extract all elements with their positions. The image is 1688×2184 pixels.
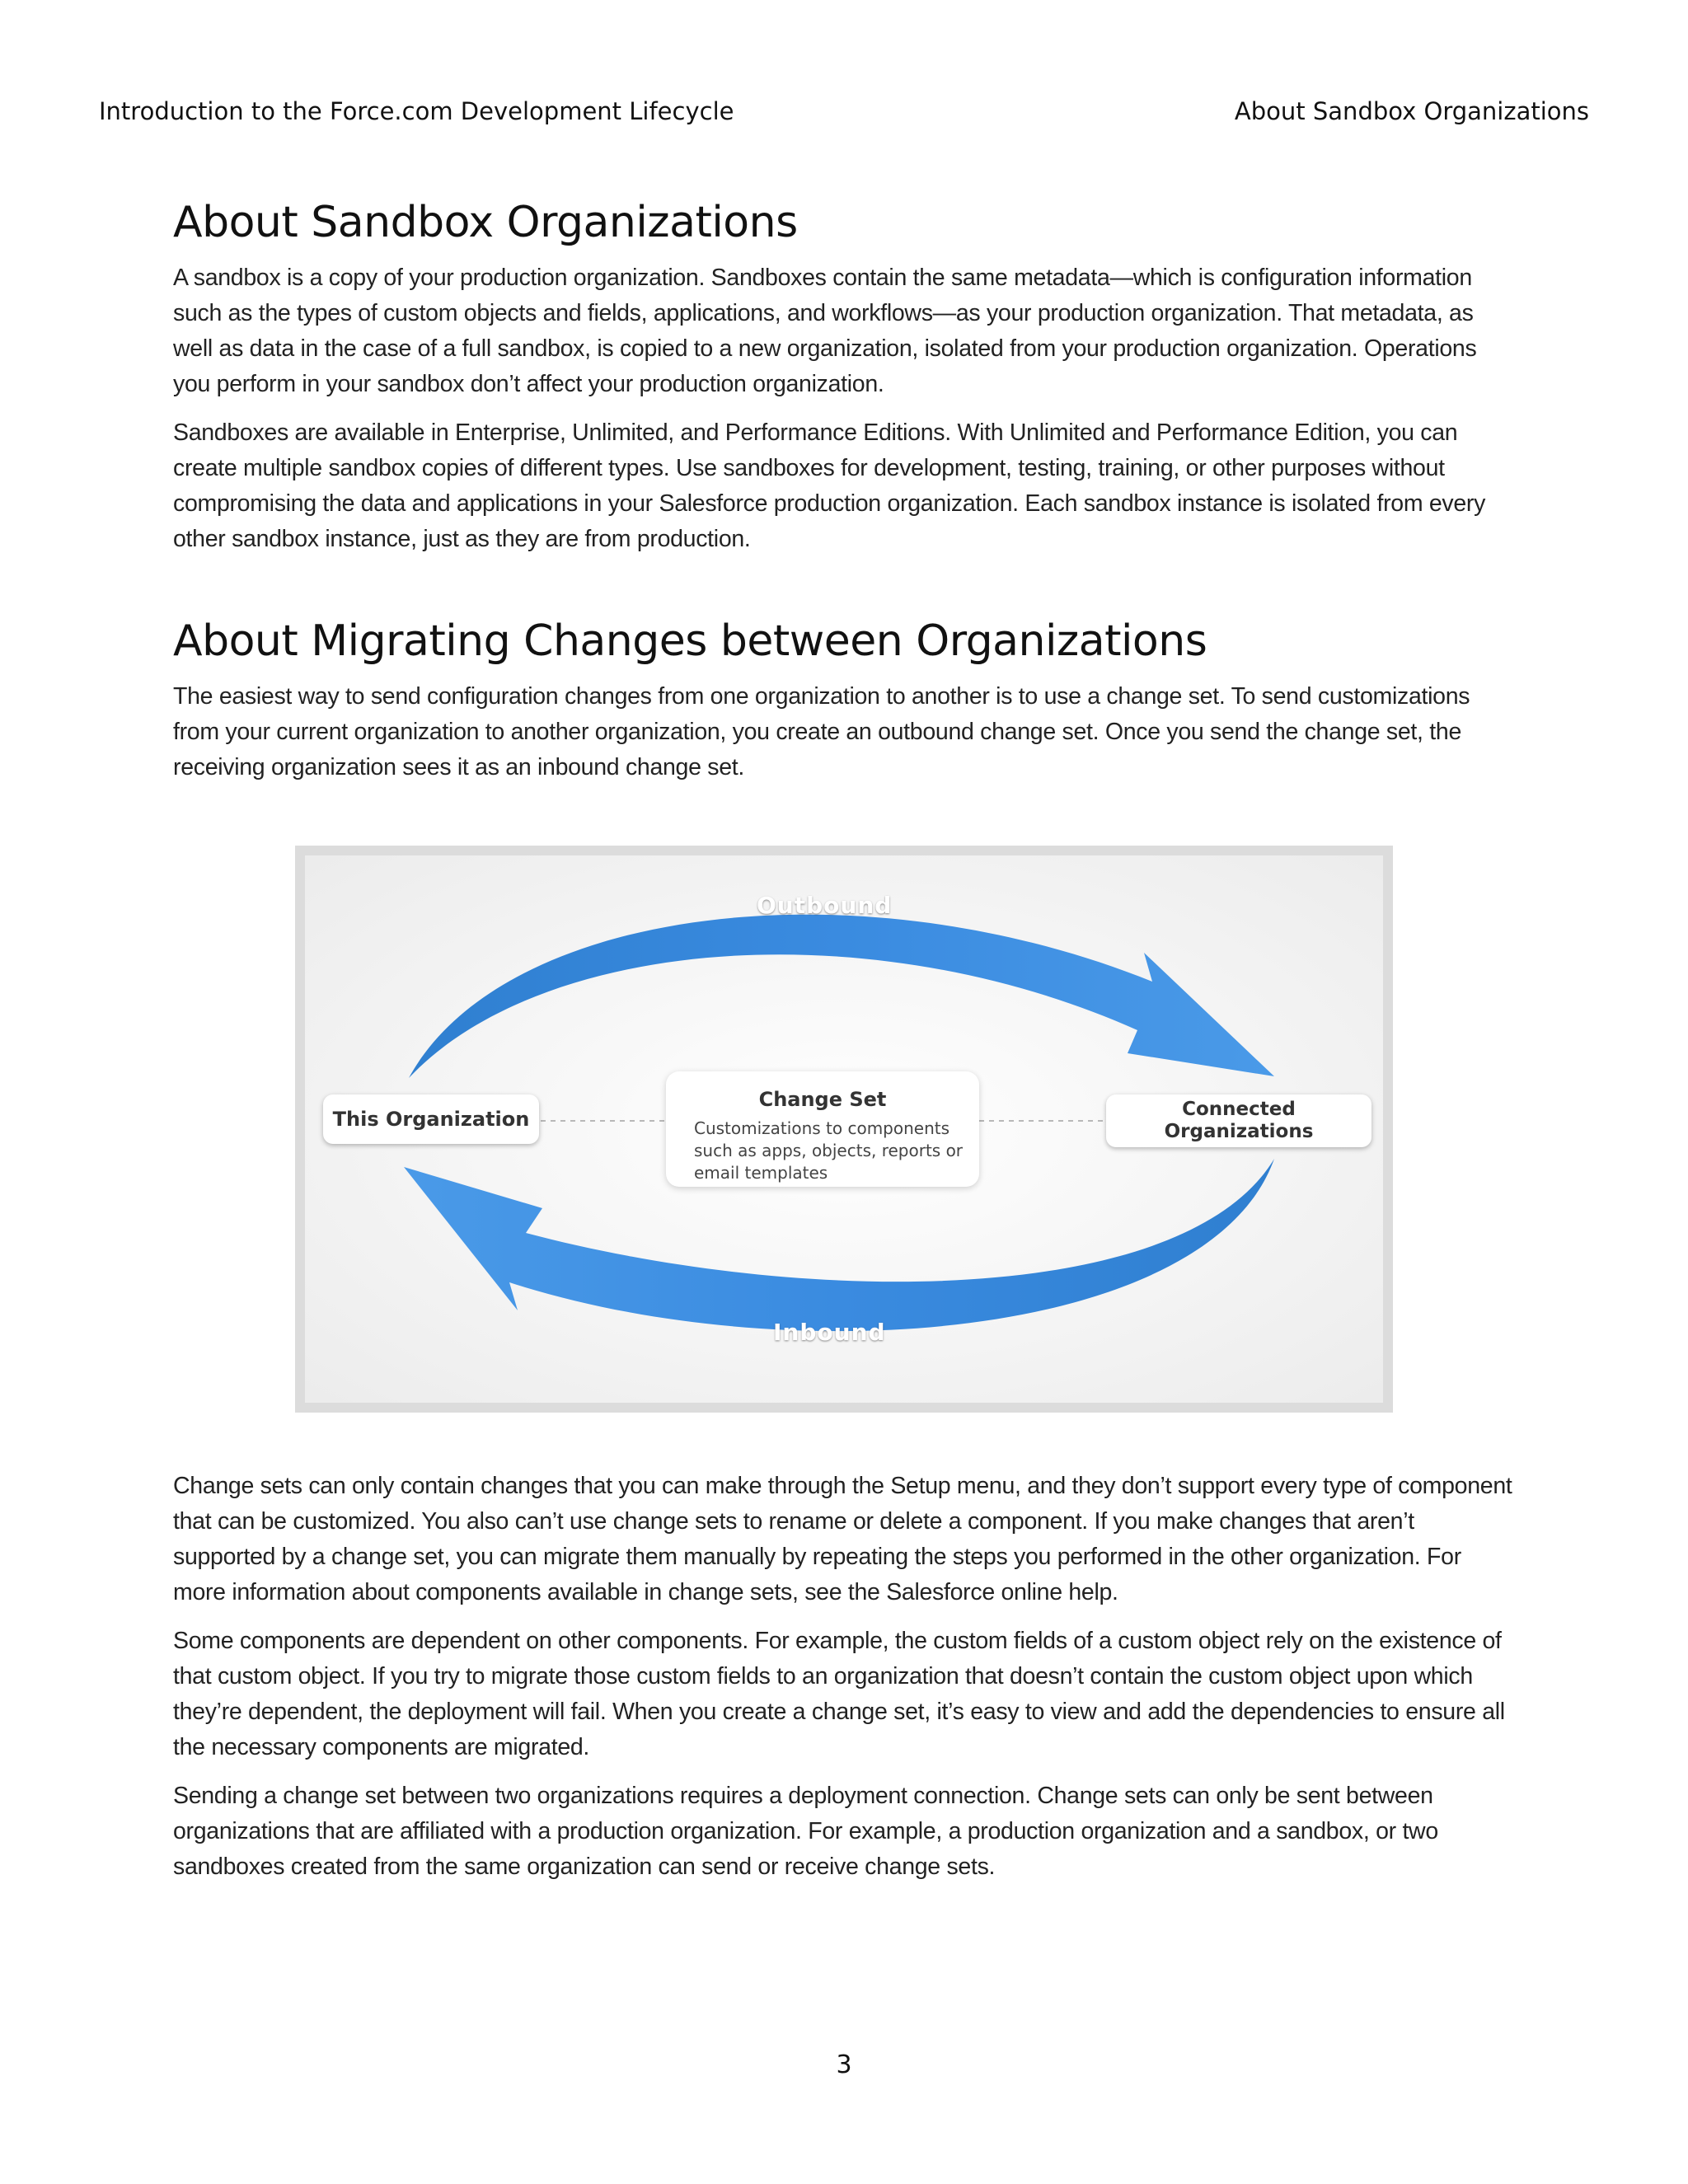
paragraph: Some components are dependent on other components. For example, the custom fields of a custom object rely on the existence of that custom object. If you try to migrate those custom fields to an organization that doesn’t contain the custom object upon which they’re dependent, the deployment will fail. When you create a change set, it’s easy to view and add the dependencies to ensure all the necessary components are migrated.	[173, 1628, 1505, 1760]
change-set-description: Customizations to components such as apps, objects, reports or email templates	[694, 1118, 964, 1183]
section-migrating-changes	[173, 616, 1517, 785]
section-heading: About Migrating Changes between Organizations	[173, 616, 1207, 666]
change-set-diagram	[295, 846, 1393, 1413]
section-heading: About Sandbox Organizations	[173, 198, 798, 247]
this-organization-label: This Organization	[332, 1108, 530, 1131]
this-organization-box	[323, 1094, 539, 1144]
header-section-title: About Sandbox Organizations	[1234, 97, 1589, 125]
change-set-title: Change Set	[758, 1088, 887, 1111]
paragraph: The easiest way to send configuration changes from one organization to another is to use a change set. To send customizations from your current organization to another organization, you create an outbound change set. Once you send the change set, the receiving organization sees it as an inbound change set.	[173, 683, 1470, 780]
paragraph: A sandbox is a copy of your production organization. Sandboxes contain the same metadata—which is configuration information such as the types of custom objects and fields, applications, and workflows—as your production organization. That metadata, as well as data in the case of a full sandbox, is copied to a new organization, isolated from your production organization. Operations you perform in your sandbox don’t affect your production organization.	[173, 265, 1477, 397]
section-sandbox-organizations	[173, 198, 1517, 557]
outbound-label: Outbound	[757, 892, 893, 919]
paragraph: Sandboxes are available in Enterprise, Unlimited, and Performance Editions. With Unlimited and Performance Edition, you can create multiple sandbox copies of different types. Use sandboxes for development, testing, training, or other purposes without compromising the data and applications in your Salesforce production organization. Each sandbox instance is isolated from every other sandbox instance, just as they are from production.	[173, 419, 1486, 552]
connected-label-line1: Connected	[1182, 1099, 1296, 1120]
connected-organizations-box	[1106, 1094, 1372, 1147]
paragraph: Sending a change set between two organizations requires a deployment connection. Change sets can only be sent between organizations that are affiliated with a production organization. For example, a production organization and a sandbox, or two sandboxes created from the same organization can send or receive change sets.	[173, 1783, 1438, 1880]
inbound-label: Inbound	[773, 1319, 886, 1346]
change-set-box	[666, 1071, 979, 1187]
page-number: 3	[836, 2050, 852, 2079]
running-header	[99, 97, 1589, 125]
connected-label-line2: Organizations	[1164, 1121, 1314, 1142]
section-change-set-details	[173, 1469, 1517, 1885]
header-doc-title: Introduction to the Force.com Development Lifecycle	[99, 97, 734, 125]
paragraph: Change sets can only contain changes that you can make through the Setup menu, and they don’t support every type of component that can be customized. You also can’t use change sets to rename or delete a component. If you make changes that aren’t supported by a change set, you can migrate them manually by repeating the steps you performed in the other organization. For more information about components available in change sets, see the Salesforce online help.	[173, 1473, 1512, 1605]
